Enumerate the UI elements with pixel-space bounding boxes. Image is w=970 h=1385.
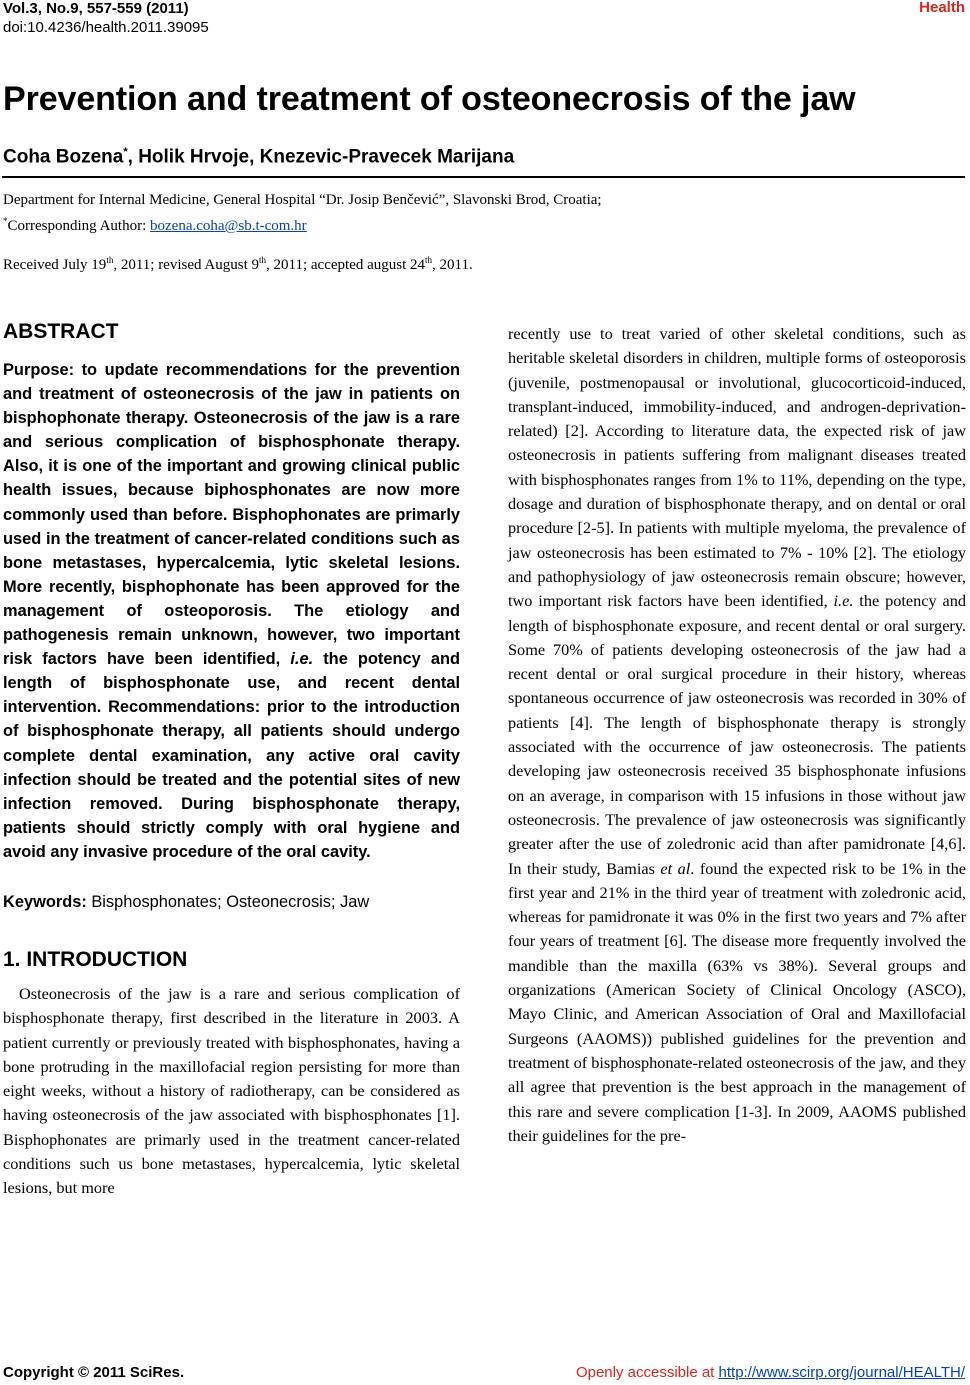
- introduction-text: Osteonecrosis of the jaw is a rare and serious complication of bisphosphonate therapy, first described in the literature in 2003. A patient currently or previously treated with bisphosphonates, having a bone protruding in the maxillofacial region persisting for more than eight weeks, without a history of radiotherapy, can be considered as having osteonecrosis of the jaw associated with bisphosphonates [1]. Bisphophonates are primarly used in the treatment cancer-related conditions such us bone metastases, hypercalcemia, lytic skeletal lesions, but more: [3, 983, 460, 1198]
- right-etal: et al: [660, 858, 691, 878]
- paper-title: Prevention and treatment of osteonecrosis of the jaw: [3, 80, 856, 118]
- corresponding-author: [3, 211, 602, 237]
- journal-citation-block: [3, 0, 209, 37]
- abstract-heading: ABSTRACT: [3, 320, 119, 343]
- received-sup: th: [106, 255, 114, 265]
- abstract-part-2: the potency and length of bisphosphonate use, and recent dental intervention. Recommendations: prior to the introduction of bisphosphonate therapy, all patients should undergo complete dental examination, any active oral cavity infection should be treated and the potential sites of new infection removed. During bisphosphonate therapy, patients should strictly comply with oral hygiene and avoid any invasive procedure of the oral cavity.: [3, 650, 460, 861]
- revised-sup: th: [259, 255, 267, 265]
- keywords: [3, 890, 460, 914]
- doi: doi:10.4236/health.2011.39095: [3, 19, 209, 36]
- accepted-sup: th: [425, 255, 433, 265]
- accepted-text: , 2011; accepted august 24: [266, 257, 426, 273]
- abstract-text: [3, 358, 460, 864]
- corresponding-mark: *: [123, 146, 128, 158]
- open-access-notice: [576, 1364, 965, 1381]
- accepted-year: , 2011.: [432, 257, 473, 273]
- email-link[interactable]: bozena.coha@sb.t-com.hr: [150, 218, 307, 234]
- right-column-text: [508, 322, 966, 1148]
- author-list: [3, 146, 514, 168]
- introduction-heading: 1. INTRODUCTION: [3, 947, 188, 971]
- corresponding-mark-affil: *: [3, 216, 8, 226]
- right-text-part-2: the potency and length of bisphosphonate exposure, and recent dental or oral surgery. Some 70% of patients developing osteonecrosis of the jaw had a recent dental or oral surgical procedure in their history, whereas spontaneous occurrence of jaw osteonecrosis was recorded in 30% of patients [4]. The length of bisphosphonate therapy is strongly associated with the occurrence of jaw osteonecrosis. The patients developing jaw osteonecrosis received 35 bisphosphonate infusions on an average, in comparison with 15 infusions in those without jaw osteonecrosis. The prevalence of jaw osteonecrosis was significantly greater after the use of zoledronic acid than after pamidronate [4,6]. In their study, Bamias: [508, 591, 966, 878]
- received-text: Received July 19: [3, 257, 107, 273]
- journal-url-link[interactable]: http://www.scirp.org/journal/HEALTH/: [718, 1364, 965, 1381]
- author-first: Coha Bozena: [3, 146, 124, 168]
- right-text-part-1: recently use to treat varied of other skeletal conditions, such as heritable skeletal disorders in children, multiple forms of osteoporosis (juvenile, postmenopausal or involutional, glucocorticoid-induced, transplant-induced, immobility-induced, and androgen-deprivation-related) [2]. According to literature data, the expected risk of jaw osteonecrosis in patients suffering from malignant diseases treated with bisphosphonates ranges from 1% to 11%, depending on the type, dosage and duration of bisphosphonate therapy, and on dental or oral procedure [2-5]. In patients with multiple myeloma, the prevalence of jaw osteonecrosis has been estimated to 7% - 10% [2]. The etiology and pathophysiology of jaw osteonecrosis remain obscure; however, two important risk factors have been identified,: [508, 324, 966, 611]
- affiliation-block: [3, 190, 602, 237]
- keywords-label: Keywords:: [3, 892, 87, 911]
- author-rest: , Holik Hrvoje, Knezevic-Pravecek Marijana: [127, 146, 515, 168]
- abstract-part-1: Purpose: to update recommendations for the prevention and treatment of osteonecrosis of the jaw in patients on bisphophonate therapy. Osteonecrosis of the jaw is a rare and serious complication of bisphosphonate therapy. Also, it is one of the important and growing clinical public health issues, because biphosphonates are now more commonly used than before. Bisphophonates are primarly used in the treatment of cancer-related conditions such as bone metastases, hypercalcemia, lytic skeletal lesions. More recently, bisphophonate has been approved for the management of osteoporosis. The etiology and pathogenesis remain unknown, however, two important risk factors have been identified,: [3, 361, 460, 669]
- affiliation: Department for Internal Medicine, General Hospital “Dr. Josip Benčević”, Slavonski Brod, Croatia;: [3, 192, 602, 208]
- abstract-ie: i.e.: [290, 650, 314, 669]
- right-text-part-3: . found the expected risk to be 1% in the first year and 21% in the third year of treatment with zoledronic acid, whereas for pamidronate it was 0% in the first two years and 7% after four years of treatment [6]. The disease more frequently involved the mandible than the maxilla (63% vs 38%). Several groups and organizations (American Society of Clinical Oncology (ASCO), Mayo Clinic, and American Association of Oral and Maxillofacial Surgeons (AAOMS)) published guidelines for the prevention and treatment of bisphosphonate-related osteonecrosis of the jaw, and they all agree that prevention is the best approach in the management of this rare and severe complication [1-3]. In 2009, AAOMS published their guidelines for the pre-: [508, 858, 967, 1145]
- open-access-text: Openly accessible at: [575, 1364, 719, 1381]
- title-divider: [2, 176, 965, 178]
- right-ie: i.e.: [833, 591, 854, 611]
- journal-name: Health: [919, 0, 965, 16]
- keywords-text: Bisphosphonates; Osteonecrosis; Jaw: [86, 892, 370, 911]
- left-column: [3, 320, 460, 1201]
- volume-info: Vol.3, No.9, 557-559 (2011): [3, 0, 189, 17]
- received-dates: [3, 255, 473, 274]
- corresponding-label: Corresponding Author:: [7, 218, 150, 234]
- revised-text: , 2011; revised August 9: [113, 257, 260, 273]
- copyright: Copyright © 2011 SciRes.: [3, 1364, 185, 1381]
